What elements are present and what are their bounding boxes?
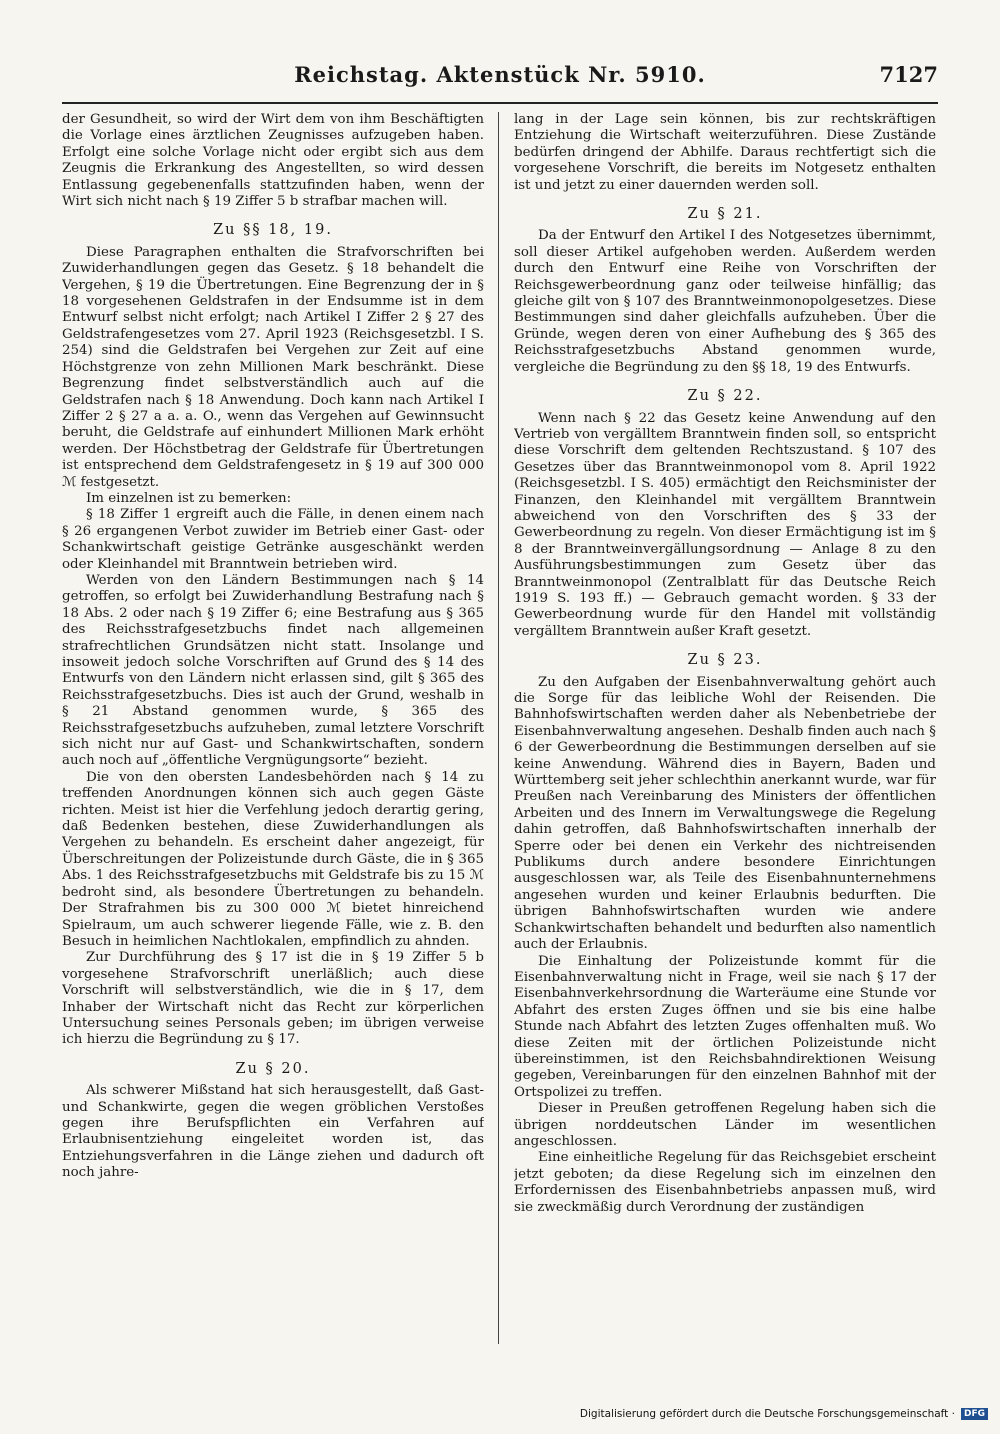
paragraph: Die Einhaltung der Polizeistunde kommt für die Eisenbahnverwaltung nicht in Frage, weil sie nach § 17 der Eisenbahnverkehrsordnung die Warteräume eine Stunde vor Abfahrt des ersten Zuges öffnen und sie bis eine halbe Stunde nach Abfahrt des letzten Zuges offenhalten muß. Wo diese Zeiten mit der örtlichen Polizeistunde nicht übereinstimmen, ist den Reichsbahndirektionen Weisung gegeben, Vereinbarungen für den einzelnen Bahnhof mit der Ortspolizei zu treffen. (514, 953, 936, 1100)
page-header (62, 62, 938, 98)
paragraph: § 18 Ziffer 1 ergreift auch die Fälle, in denen einem nach § 26 ergangenen Verbot zuwider im Betrieb einer Gast- oder Schankwirtschaft geistige Getränke ausgeschänkt werden oder Kleinhandel mit Branntwein betrieben wird. (62, 507, 484, 572)
section-heading: Zu §§ 18, 19. (213, 222, 333, 239)
paragraph: Im einzelnen ist zu bemerken: (86, 490, 292, 506)
credit-text: Digitalisierung gefördert durch die Deutsche Forschungsgemeinschaft · (579, 1408, 955, 1420)
paragraph: Werden von den Ländern Bestimmungen nach § 14 getroffen, so erfolgt bei Zuwiderhandlung Bestrafung nach § 18 Abs. 2 oder nach § 19 Ziffer 6; eine Bestrafung aus § 365 des Reichsstrafgesetzbuchs findet nach allgemeinen strafrechtlichen Grundsätzen nicht statt. Insolange und insoweit jedoch solche Vorschriften auf Grund des § 14 des Entwurfs von den Ländern nicht erlassen sind, gilt § 365 des Reichsstrafgesetzbuchs. Dies ist auch der Grund, weshalb in § 21 Abstand genommen wurde, § 365 des Reichsstrafgesetzbuchs aufzuheben, zumal letztere Vorschrift sich nicht nur auf Gast- und Schankwirtschaften, sondern auch noch auf „öffentliche Vergnügungsorte“ bezieht. (62, 572, 484, 769)
right-column (514, 112, 936, 1344)
paragraph: Wenn nach § 22 das Gesetz keine Anwendung auf den Vertrieb von vergälltem Branntwein finden soll, so entspricht diese Vorschrift dem geltenden Rechtszustand. § 107 des Gesetzes über das Branntweinmonopol vom 8. April 1922 (Reichsgesetzbl. I S. 405) ermächtigt den Reichsminister der Finanzen, den Kleinhandel mit vergälltem Branntwein abweichend von den Vorschriften des § 33 der Gewerbeordnung zu regeln. Von dieser Ermächtigung ist im § 8 der Branntweinvergällungsordnung — Anlage 8 zu den Ausführungsbestimmungen zum Gesetz über das Branntweinmonopol (Zentralblatt für das Deutsche Reich 1919 S. 193 ff.) — Gebrauch gemacht worden. § 33 der Gewerbeordnung wurde für den Handel mit vollständig vergälltem Branntwein außer Kraft gesetzt. (514, 410, 936, 639)
paragraph: der Gesundheit, so wird der Wirt dem von ihm Beschäftigten die Vorlage eines ärztlichen Zeugnisses aufzugeben haben. Erfolgt eine solche Vorlage nicht oder ergibt sich aus dem Zeugnis die Erkrankung des Angestellten, so wird dessen Entlassung gegebenenfalls stattzufinden haben, wenn der Wirt sich nicht nach § 19 Ziffer 5 b strafbar machen will. (62, 112, 484, 210)
paragraph: Zur Durchführung des § 17 ist die in § 19 Ziffer 5 b vorgesehene Strafvorschrift unerläßlich; auch diese Vorschrift will selbstverständlich, wie die in § 17, dem Inhaber der Wirtschaft nicht das Recht zur körperlichen Untersuchung seines Personals geben; im übrigen verweise ich hierzu die Begründung zu § 17. (62, 950, 484, 1048)
paragraph: lang in der Lage sein können, bis zur rechtskräftigen Entziehung die Wirtschaft weiterzuführen. Diese Zustände bedürfen dringend der Abhilfe. Daraus rechtfertigt sich die vorgesehene Vorschrift, die bereits im Notgesetz enthalten ist und jetzt zu einer dauernden werden soll. (514, 112, 936, 193)
paragraph: Zu den Aufgaben der Eisenbahnverwaltung gehört auch die Sorge für das leibliche Wohl der Reisenden. Die Bahnhofswirtschaften werden daher als Nebenbetriebe der Eisenbahnverwaltung angesehen. Deshalb finden auch nach § 6 der Gewerbeordnung die Bestimmungen derselben auf sie keine Anwendung. Während dies in Bayern, Baden und Württemberg seit jeher schlechthin anerkannt wurde, war für Preußen nach Vereinbarung des Ministers der öffentlichen Arbeiten und des Innern im Verwaltungswege die Regelung dahin getroffen, daß Bahnhofswirtschaften innerhalb der Sperre oder bei denen ein Verkehr des nichtreisenden Publikums durch andere besondere Einrichtungen ausgeschlossen war, als Teile des Eisenbahnunternehmens angesehen wurden und keiner Erlaubnis bedurften. Die übrigen Bahnhofswirtschaften wurden wie andere Schankwirtschaften behandelt und bedurften also namentlich auch der Erlaubnis. (514, 674, 936, 953)
section-heading: Zu § 21. (687, 206, 763, 223)
section-heading: Zu § 20. (235, 1060, 311, 1077)
header-title: Reichstag. Aktenstück Nr. 5910. (294, 62, 706, 87)
paragraph: Da der Entwurf den Artikel I des Notgesetzes übernimmt, soll dieser Artikel aufgehoben werden. Außerdem werden durch den Entwurf eine Reihe von Vorschriften der Reichsgewerbeordnung ganz oder teilweise hinfällig; das gleiche gilt von § 107 des Branntweinmonopolgesetzes. Diese Bestimmungen sind daher gleichfalls aufzuheben. Über die Gründe, wegen deren von einer Aufhebung des § 365 des Reichsstrafgesetzbuchs Abstand genommen wurde, vergleiche die Begründung zu den §§ 18, 19 des Entwurfs. (514, 228, 936, 375)
section-heading: Zu § 23. (687, 652, 763, 669)
dfg-logo: DFG (961, 1408, 988, 1420)
paragraph: Die von den obersten Landesbehörden nach § 14 zu treffenden Anordnungen können sich auch gegen Gäste richten. Meist ist hier die Verfehlung jedoch derartig gering, daß Bedenken bestehen, diese Zuwiderhandlungen als Vergehen zu behandeln. Es erscheint daher angezeigt, für Überschreitungen der Polizeistunde durch Gäste, die in § 365 Abs. 1 des Reichsstrafgesetzbuchs mit Geldstrafe bis zu 15 ℳ bedroht sind, als besondere Übertretungen zu behandeln. Der Strafrahmen bis zu 300 000 ℳ bietet hinreichend Spielraum, um auch schwerer liegende Fälle, wie z. B. den Besuch in heimlichen Nachtlokalen, empfindlich zu ahnden. (62, 769, 484, 949)
digitization-credit (580, 1408, 988, 1420)
paragraph: Als schwerer Mißstand hat sich herausgestellt, daß Gast- und Schankwirte, gegen die wegen gröblichen Verstoßes gegen ihre Berufspflichten ein Verfahren auf Erlaubnisentziehung eingeleitet worden ist, das Entziehungsverfahren in die Länge ziehen und dadurch oft noch jahre- (62, 1083, 484, 1181)
paragraph: Eine einheitliche Regelung für das Reichsgebiet erscheint jetzt geboten; da diese Regelung sich im einzelnen den Erfordernissen des Eisenbahnbetriebs anpassen muß, wird sie zweckmäßig durch Verordnung der zuständigen (514, 1150, 936, 1215)
column-divider (498, 112, 499, 1344)
section-heading: Zu § 22. (687, 388, 763, 405)
page-number: 7127 (879, 62, 938, 87)
left-column (62, 112, 484, 1344)
paragraph: Diese Paragraphen enthalten die Strafvorschriften bei Zuwiderhandlungen gegen das Gesetz. § 18 behandelt die Vergehen, § 19 die Übertretungen. Eine Begrenzung der in § 18 vorgesehenen Geldstrafen in der Endsumme ist in dem Entwurf selbst nicht erfolgt; nach Artikel I Ziffer 2 § 27 des Geldstrafengesetzes vom 27. April 1923 (Reichsgesetzbl. I S. 254) sind die Geldstrafen bei Vergehen zur Zeit auf eine Höchstgrenze von zehn Millionen Mark beschränkt. Diese Begrenzung findet selbstverständlich auch auf die Geldstrafen nach § 18 Anwendung. Doch kann nach Artikel I Ziffer 2 § 27 a a. a. O., wenn das Vergehen auf Gewinnsucht beruht, die Geldstrafe auf einhundert Millionen Mark erhöht werden. Der Höchstbetrag der Geldstrafe für Übertretungen ist entsprechend dem Geldstrafengesetz in § 19 auf 300 000 ℳ festgesetzt. (62, 244, 484, 490)
paragraph: Dieser in Preußen getroffenen Regelung haben sich die übrigen norddeutschen Länder im wesentlichen angeschlossen. (514, 1101, 936, 1149)
header-rule (62, 102, 938, 104)
